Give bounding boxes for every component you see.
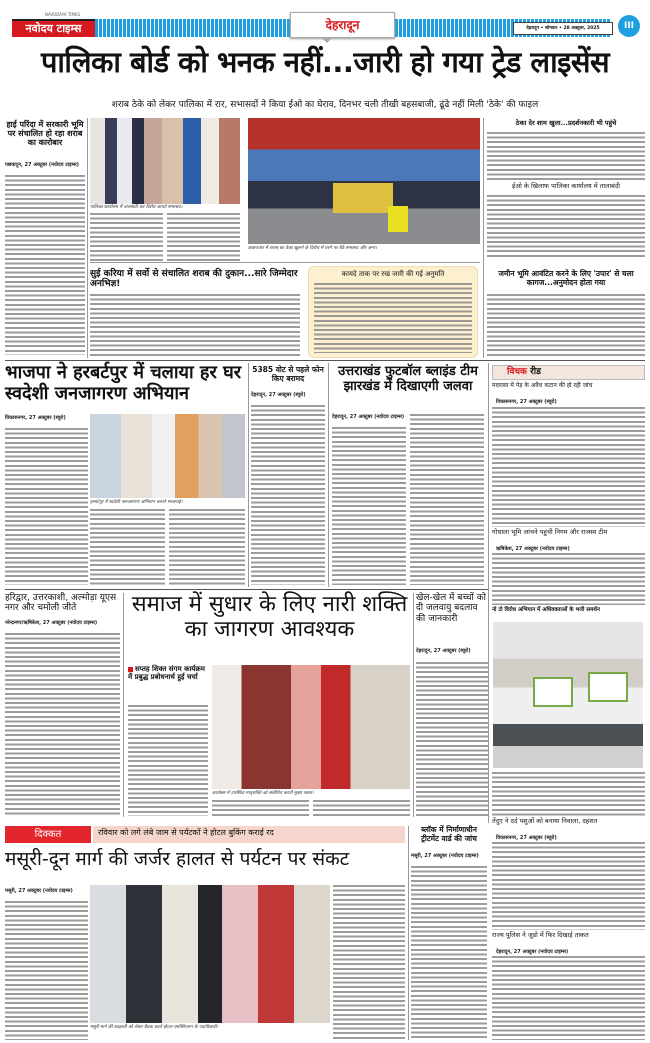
photo-caption: डाकपत्थर में शराब का ठेका खुलने के विरोध में धरने पर बैठे सभासद और अन्य। [248,246,377,251]
dateline-box: देहरादून • सोमवार • 28 अक्टूबर, 2025 [513,22,613,35]
strip-tag: दिक्कत [5,826,93,843]
dateline: मसूरी, 27 अक्टूबर (नवोदय टाइम्स) [411,853,487,859]
photo-detail [333,183,393,213]
photo-caption: हरबर्टपुर में स्वदेशी जनजागरण अभियान चलाते भाजपाई। [90,500,183,505]
women-power-headline: समाज में सुधार के लिए नारी शक्ति का जागरण आवश्यक [131,592,408,643]
article-text [492,553,645,605]
article-text [492,772,645,816]
dateline: देहरादून, 27 अक्टूबर (नवोदय टाइम्स) [332,414,405,420]
dateline: देहरादून, 27 अक्टूबर (ब्यूरो) [416,648,488,654]
article-text [487,132,645,180]
article-text [5,633,120,816]
article-text [251,405,325,585]
article-text [333,885,405,1040]
article-text [90,509,165,585]
photo-caption: मसूरी मार्ग की बदहाली को लेकर बैठक करते होटल एसोसिएशन के पदाधिकारी। [90,1025,219,1030]
sidebar-headline-3: नो टो विरोध अभियान में अधिवक्ताओं के भारी समर्थन [492,607,600,613]
article-text [492,407,645,527]
divider [248,363,249,587]
article-text [313,800,410,816]
lead-headline: पालिका बोर्ड को भनक नहीं...जारी हो गया ट्रेड लाइसेंस [40,45,610,79]
box-headline: कायदे ताक पर रख जारी की गई अनुमति [341,270,445,278]
lead-subhead: शराब ठेके को लेकर पालिका में रार, सभासदों ने किया ईओ का घेराव, दिनभर चली तीखी बहसबाजी, ढूंढे नहीं मिली 'ठेके' की फाइल [111,100,539,110]
results-headline: हरिद्वार, उत्तरकाशी, अल्मोड़ा यूएस नगर और चमोली जीते [5,593,117,614]
sidebar-headline-1: मदरासा में पेड़ के अवैध कटान की हो रही जांच [492,382,593,389]
right-headline-3: जमीन भूमि आवंटित करने के लिए 'उपार' से चला कागज...अनुमोदन होता गया [498,269,634,287]
divider [87,118,88,358]
divider [483,118,484,358]
logo: नवोदय टाइम्स [12,19,95,37]
city-tab: देहरादून [290,12,395,38]
article-text [128,705,208,816]
section-label-black: रीड [530,367,541,377]
article-text [332,427,406,585]
photo-councillors [90,118,240,204]
photo-detail [388,206,408,232]
photo-advocates-protest [493,622,643,768]
divider [5,589,488,590]
photo-caption: पालिका कार्यालय में तालाबंदी कर विरोध जताते सभासद। [90,205,183,210]
treatment-ward-headline: ब्लॉक में निर्माणाधीन ट्रीटमेंट वार्ड की जांच [421,825,477,843]
article-text [487,195,645,259]
divider [488,363,489,823]
article-text [5,175,85,355]
photo-speaker [212,665,410,789]
section-label-red: विचक [507,367,527,377]
photo-meeting [90,885,330,1023]
article-text [410,414,484,585]
dateline: विकासनगर, 27 अक्टूबर (ब्यूरो) [496,835,641,841]
divider [413,593,414,817]
photo-caption: कार्यक्रम में उपस्थित मातृशक्ति को संबोधित करती मुख्य वक्ता। [212,791,314,796]
sub-headline: सप्तह शिक्त संगम कार्यक्रम में प्रबुद्ध प्रबोधनार्थ हुई चर्चा [128,665,205,682]
dateline: ऋषिकेश, 27 अक्टूबर (नवोदय टाइम्स) [496,546,641,552]
article-text [212,800,309,816]
article-text [167,213,240,263]
strip-text: रविवार को लगे लंबे जाम से पर्यटकों ने होटल बुकिंग कराई रद [98,828,274,837]
football-headline: उत्तराखंड फुटबॉल ब्लाइंड टीम झारखंड में दिखाएगी जलवा [338,364,478,394]
left-headline: हाई परिंदा में सरकारी भूमि पर संचालित हो रहा शराब का कारोबार [6,120,84,148]
article-text [5,901,88,1040]
mid-headline: सुई करिया में सर्वो से संचालित शराब की दुकान...सारे जिम्मेदार अनभिज्ञ! [90,269,298,290]
article-text [169,509,245,585]
article-text [487,294,645,356]
dateline: विकासनगर, 27 अक्टूबर (ब्यूरो) [496,399,641,405]
city-tab-pointer [322,38,332,43]
climate-headline: खेल-खेल में बच्चों को दी जलवायु बदलाव की जानकारी [416,593,486,624]
divider [5,360,645,361]
brief-headline: 5385 वोट से पहले फोन किए बरामद [252,365,324,383]
photo-bjp-campaign [90,414,245,498]
placard [533,677,573,707]
sidebar-headline-4: तेंदुए ने दर्द पशुओं को बनाया निवाला, दहशत [492,817,598,825]
article-text [411,866,487,1040]
article-text [492,842,645,930]
photo-protest [248,118,480,244]
dateline: मसूरी, 27 अक्टूबर (नवोदय टाइम्स) [5,888,88,894]
divider [90,262,480,263]
dateline: देहरादून, 27 अक्टूबर (ब्यूरो) [251,392,325,398]
sidebar-headline-5: राज्य पुलिस ने जूडो में फिर दिखाई ताकत [492,931,589,939]
article-text [5,428,88,585]
right-headline-1: ठेका देर शाम खुला...प्रदर्शनकारी भी पहुंचे [515,119,617,127]
article-text [416,662,488,816]
divider [328,363,329,587]
masthead-small-label: NAVODAYA TIMES [45,12,81,17]
page-number: III [618,15,640,37]
dateline: पछवादून, 27 अक्टूबर (नवोदय टाइम्स) [5,162,85,168]
dateline: देहरादून, 27 अक्टूबर (नवोदय टाइम्स) [496,949,641,955]
sidebar-headline-2: गोधाला भूमि जांचने पहुंची निगम और राजस्व टीम [492,528,608,536]
article-text [90,294,300,356]
bjp-headline: भाजपा ने हरबर्टपुर में चलाया हर घर स्वदेशी जनजागरण अभियान [5,362,242,404]
dateline: विकासनगर, 27 अक्टूबर (ब्यूरो) [5,415,88,421]
dateline: नरेन्द्रनगर/ऋषिकेश, 27 अक्टूबर (नवोदय टाइम्स) [5,620,120,626]
article-text [314,283,472,353]
placard [588,672,628,702]
section-header [492,365,645,380]
right-headline-2: ईओ के खिलाफ पालिका कार्यालय में तालाबंदी [512,182,620,190]
mussoorie-headline: मसूरी-दून मार्ग की जर्जर हालत से पर्यटन पर संकट [5,848,350,870]
article-text [90,213,163,263]
article-text [492,956,645,1040]
divider [408,826,409,1040]
divider [123,593,124,817]
